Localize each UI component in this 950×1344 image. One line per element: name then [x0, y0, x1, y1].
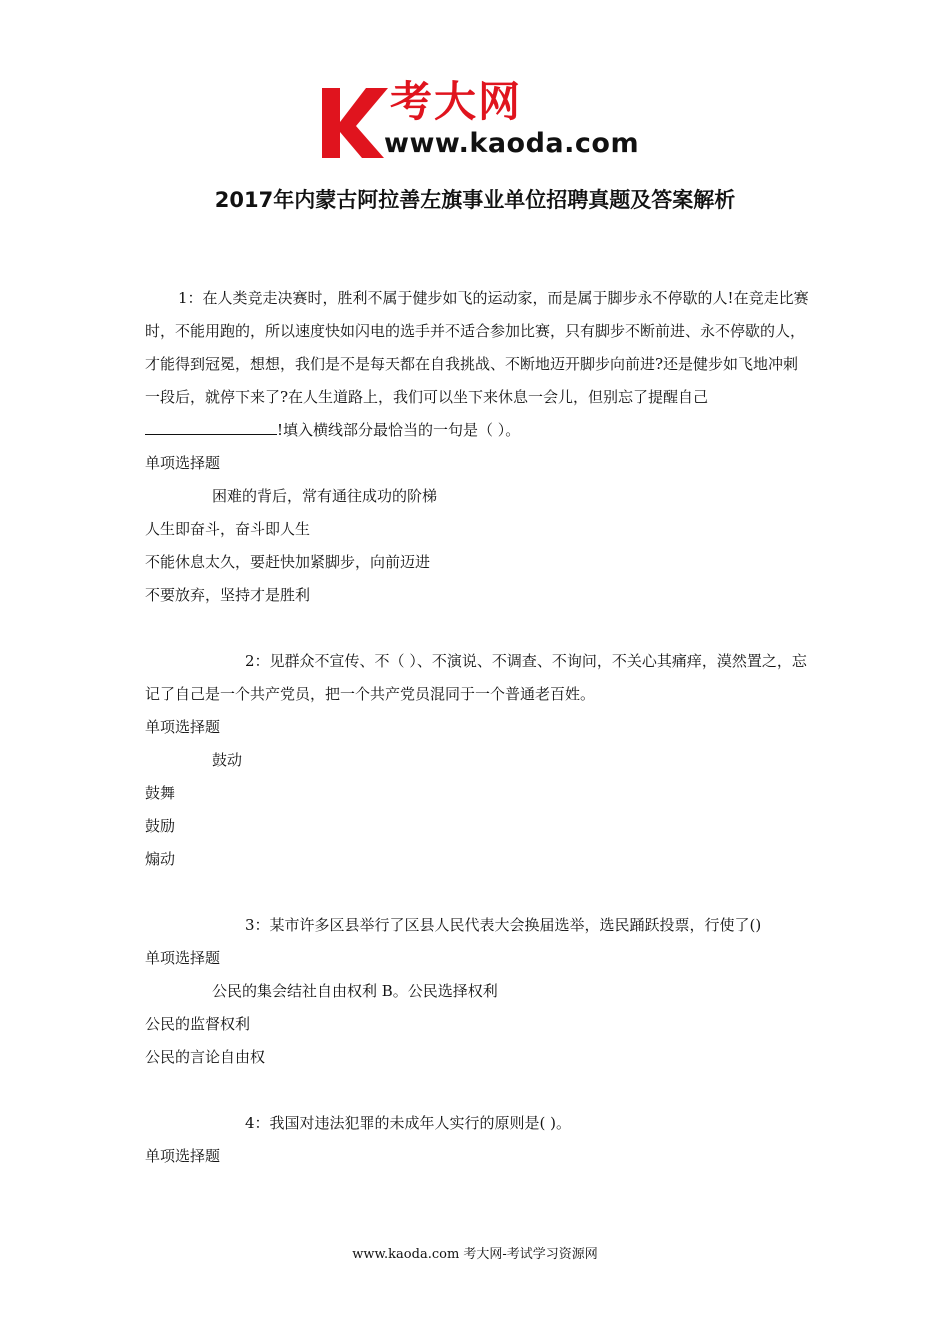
- kaoda-logo: [318, 77, 648, 162]
- question-3-option-a: 公民的集会结社自由权利 B。公民选择权利: [212, 982, 498, 1000]
- question-2-option-d: 煽动: [145, 850, 176, 868]
- questions-content: [145, 282, 810, 1173]
- question-1-text-b: !填入横线部分最恰当的一句是（ ）。: [277, 421, 521, 439]
- question-1-type: 单项选择题: [145, 454, 221, 472]
- question-1-text-a: 1：在人类竞走决赛时，胜利不属于健步如飞的运动家，而是属于脚步永不停歇的人!在竞走比赛时，不能用跑的，所以速度快如闪电的选手并不适合参加比赛，只有脚步不断前进、永不停歇的人，才能得到冠冕，想想，我们是不是每天都在自我挑战、不断地迈开脚步向前进?还是健步如飞地冲刺一段后，就停下来了?在人生道路上，我们可以坐下来休息一会儿，但别忘了提醒自己: [145, 289, 809, 406]
- question-4-type: 单项选择题: [145, 1147, 221, 1165]
- question-4-text: 4：我国对违法犯罪的未成年人实行的原则是( )。: [245, 1114, 572, 1132]
- question-3-type: 单项选择题: [145, 949, 221, 967]
- document-title: 2017年内蒙古阿拉善左旗事业单位招聘真题及答案解析: [214, 188, 736, 212]
- answer-blank-line: [145, 419, 277, 435]
- question-1-option-d: 不要放弃，坚持才是胜利: [145, 586, 311, 604]
- logo-url-text: www.kaoda.com: [384, 128, 640, 159]
- question-2-text: 2：见群众不宣传、不（ ）、不演说、不调查、不询问，不关心其痛痒，漠然置之，忘记了自己是一个共产党员，把一个共产党员混同于一个普通老百姓。: [145, 652, 807, 703]
- question-2-option-a: 鼓动: [212, 751, 243, 769]
- question-1-text: [145, 282, 810, 447]
- question-1-option-a: 困难的背后，常有通往成功的阶梯: [212, 487, 438, 505]
- logo-chinese-text: 考大网: [390, 77, 523, 126]
- question-3-option-b: 公民的监督权利: [145, 1015, 251, 1033]
- question-1-option-c: 不能休息太久，要赶快加紧脚步，向前迈进: [145, 553, 431, 571]
- question-2-option-c: 鼓励: [145, 817, 176, 835]
- question-3-text: 3：某市许多区县举行了区县人民代表大会换届选举，选民踊跃投票，行使了(): [245, 916, 762, 934]
- question-1-option-b: 人生即奋斗，奋斗即人生: [145, 520, 311, 538]
- question-2-type: 单项选择题: [145, 718, 221, 736]
- question-2-option-b: 鼓舞: [145, 784, 176, 802]
- question-3-option-c: 公民的言论自由权: [145, 1048, 266, 1066]
- page-footer: www.kaoda.com 考大网-考试学习资源网: [352, 1247, 598, 1262]
